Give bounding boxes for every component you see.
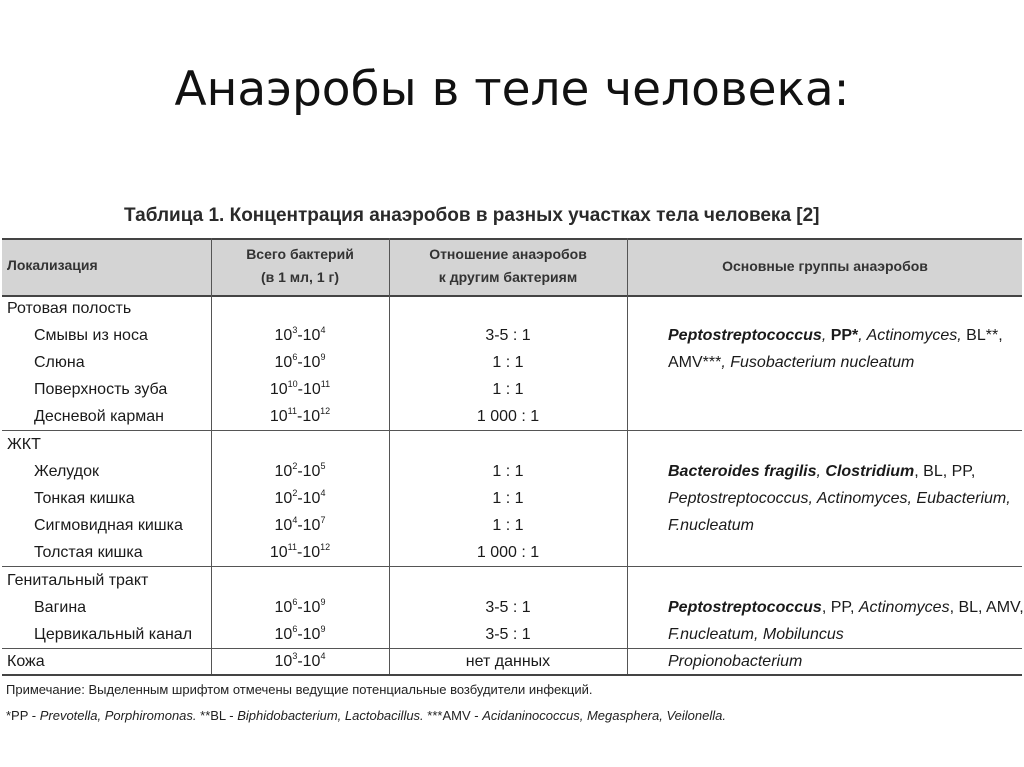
groups-line: Peptostreptococcus, PP*, Actinomyces, BL**, bbox=[668, 327, 1003, 344]
row-ratio: 1 : 1 bbox=[492, 381, 524, 398]
header-groups: Основные группы анаэробов bbox=[722, 258, 928, 274]
row-ratio: 1 : 1 bbox=[492, 463, 524, 480]
row-localization: Вагина bbox=[34, 599, 87, 616]
row-ratio: 1 : 1 bbox=[492, 517, 524, 534]
header-total-line1: Всего бактерий bbox=[246, 246, 354, 262]
row-total: $10^6-10^9$ bbox=[274, 624, 326, 643]
groups-line: Peptostreptococcus, Actinomyces, Eubacterium, bbox=[668, 490, 1011, 507]
page-title: Анаэробы в теле человека: bbox=[174, 62, 850, 117]
row-total: $10^2-10^5$ bbox=[274, 461, 326, 480]
section-name: Кожа bbox=[7, 653, 45, 670]
row-localization: Толстая кишка bbox=[34, 544, 143, 561]
table-footnote: *PP - Prevotella, Porphiromonas. **BL - Biphidobacterium, Lactobacillus. ***AMV - Acidaninococcus, Megasphera, Veilonella. bbox=[6, 708, 726, 723]
row-ratio: 1 : 1 bbox=[492, 354, 524, 371]
anaerobes-table bbox=[2, 238, 1022, 676]
groups-line: F.nucleatum bbox=[668, 517, 754, 534]
row-localization: Цервикальный канал bbox=[34, 626, 193, 643]
row-localization: Поверхность зуба bbox=[34, 381, 168, 398]
row-ratio: нет данных bbox=[465, 653, 551, 670]
row-localization: Десневой карман bbox=[34, 408, 164, 425]
column-divider bbox=[627, 238, 628, 676]
row-ratio: 3-5 : 1 bbox=[485, 327, 531, 344]
row-total: $10^2-10^4$ bbox=[274, 488, 326, 507]
groups-line: F.nucleatum, Mobiluncus bbox=[668, 626, 844, 643]
row-total: $10^6-10^9$ bbox=[274, 352, 326, 371]
section-name: Ротовая полость bbox=[7, 300, 132, 317]
groups-line: Bacteroides fragilis, Clostridium, BL, PP, bbox=[668, 463, 976, 480]
section-divider bbox=[2, 430, 1022, 431]
table-caption: Таблица 1. Концентрация анаэробов в разных участках тела человека [2] bbox=[124, 205, 820, 226]
row-total: $10^6-10^9$ bbox=[274, 597, 326, 616]
row-localization: Сигмовидная кишка bbox=[34, 517, 183, 534]
header-ratio-line1: Отношение анаэробов bbox=[429, 246, 587, 262]
row-localization: Слюна bbox=[34, 354, 85, 371]
table-note: Примечание: Выделенным шрифтом отмечены ведущие потенциальные возбудители инфекций. bbox=[6, 682, 593, 697]
groups-line: Propionobacterium bbox=[668, 653, 803, 670]
row-ratio: 1 000 : 1 bbox=[476, 408, 540, 425]
row-total: $10^3-10^4$ bbox=[274, 651, 326, 670]
row-ratio: 3-5 : 1 bbox=[485, 626, 531, 643]
row-ratio: 1 000 : 1 bbox=[476, 544, 540, 561]
row-ratio: 3-5 : 1 bbox=[485, 599, 531, 616]
groups-line: Peptostreptococcus, PP, Actinomyces, BL, AMV, bbox=[668, 599, 1024, 616]
section-name: ЖКТ bbox=[7, 436, 41, 453]
section-divider bbox=[2, 566, 1022, 567]
row-localization: Тонкая кишка bbox=[34, 490, 135, 507]
groups-line: AMV***, Fusobacterium nucleatum bbox=[668, 354, 915, 371]
header-localization: Локализация bbox=[7, 257, 98, 273]
header-ratio-line2: к другим бактериям bbox=[438, 269, 578, 285]
row-localization: Смывы из носа bbox=[34, 327, 148, 344]
header-total-line2: (в 1 мл, 1 г) bbox=[260, 269, 340, 285]
row-total: $10^3-10^4$ bbox=[274, 325, 326, 344]
row-total: $10^4-10^7$ bbox=[274, 515, 326, 534]
row-total: $10^{10}-10^{11}$ bbox=[269, 379, 331, 398]
section-name: Генитальный тракт bbox=[7, 572, 149, 589]
row-localization: Желудок bbox=[34, 463, 99, 480]
row-total: $10^{11}-10^{12}$ bbox=[269, 406, 331, 425]
row-ratio: 1 : 1 bbox=[492, 490, 524, 507]
row-total: $10^{11}-10^{12}$ bbox=[269, 542, 331, 561]
